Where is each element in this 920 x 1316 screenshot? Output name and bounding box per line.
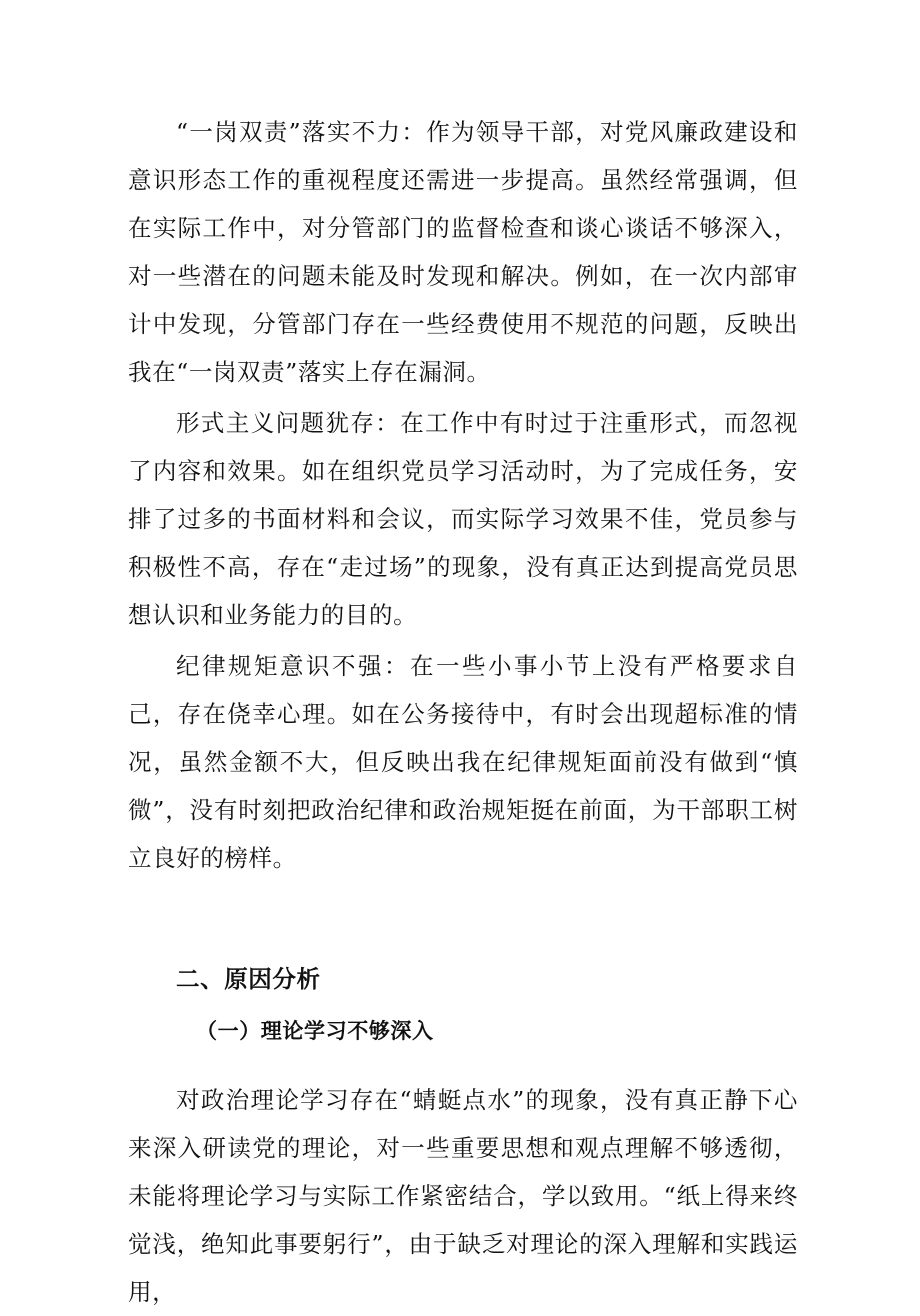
section-heading: 二、原因分析 [176, 965, 321, 993]
paragraph-discipline: 纪律规矩意识不强：在一些小事小节上没有严格要求自己，存在侥幸心理。如在公务接待中，有时会出现超标准的情况，虽然金额不大，但反映出我在纪律规矩面前没有做到“慎微”，没有时刻把政治纪律和政治规矩挺在前面，为干部职工树立良好的榜样。 [128, 652, 798, 872]
subsection-heading: （一）理论学习不够深入 [196, 1019, 434, 1043]
paragraph-one-post-two-duties: “一岗双责”落实不力：作为领导干部，对党风廉政建设和意识形态工作的重视程度还需进一步提高。虽然经常强调，但在实际工作中，对分管部门的监督检查和谈心谈话不够深入，对一些潜在的问题未能及时发现和解决。例如，在一次内部审计中发现，分管部门存在一些经费使用不规范的问题，反映出我在“一岗双责”落实上存在漏洞。 [128, 118, 798, 386]
paragraph-theory-study: 对政治理论学习存在“蜻蜓点水”的现象，没有真正静下心来深入研读党的理论，对一些重要思想和观点理解不够透彻，未能将理论学习与实际工作紧密结合，学以致用。“纸上得来终觉浅，绝知此事要躬行”，由于缺乏对理论的深入理解和实践运用， [128, 1086, 798, 1306]
paragraph-formalism: 形式主义问题犹存：在工作中有时过于注重形式，而忽视了内容和效果。如在组织党员学习活动时，为了完成任务，安排了过多的书面材料和会议，而实际学习效果不佳，党员参与积极性不高，存在“走过场”的现象，没有真正达到提高党员思想认识和业务能力的目的。 [128, 409, 798, 629]
